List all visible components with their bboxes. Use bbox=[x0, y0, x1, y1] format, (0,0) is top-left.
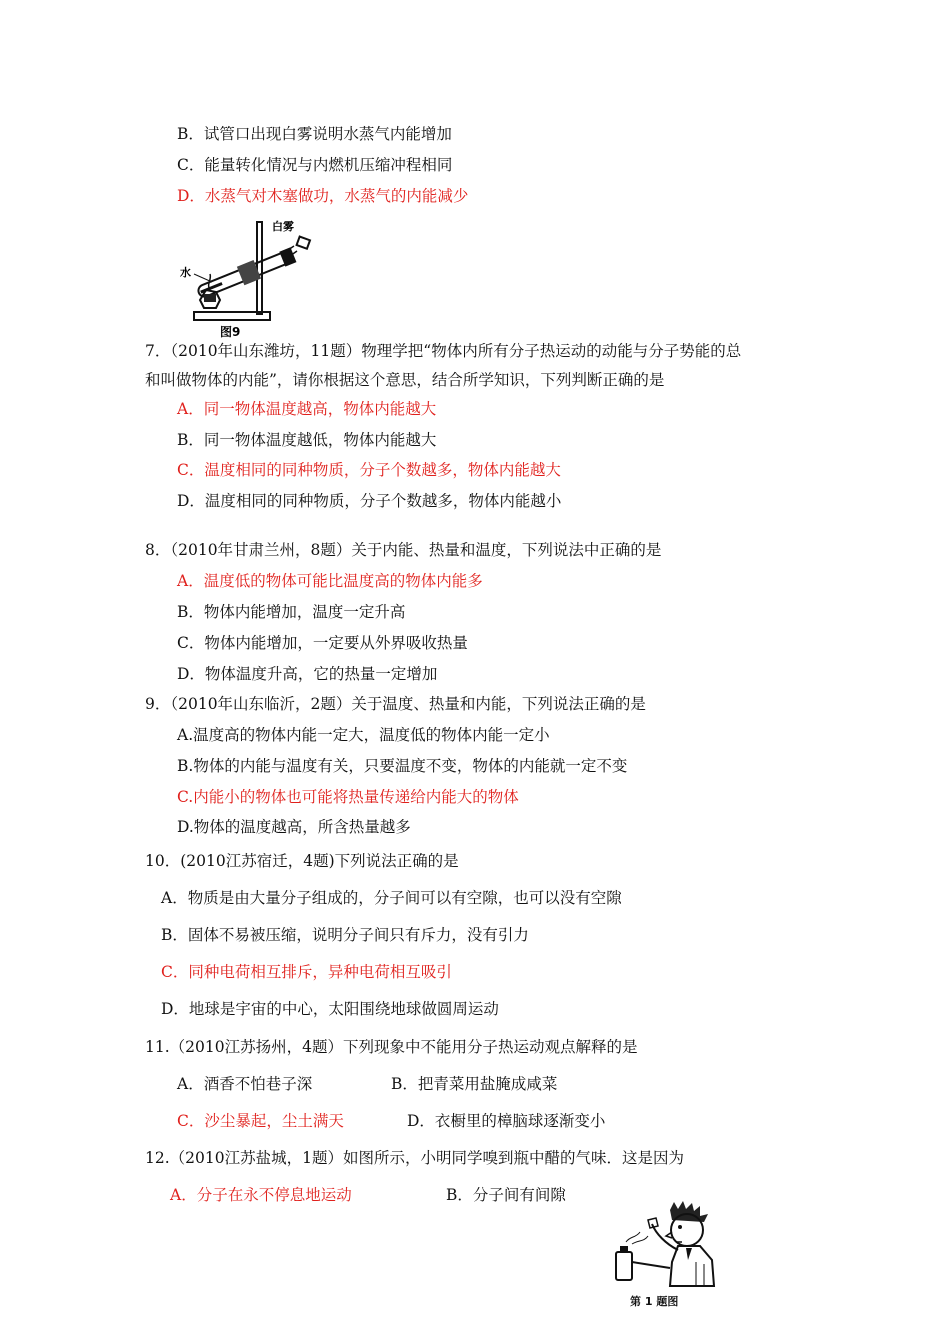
tie bbox=[686, 1248, 692, 1260]
q9-option-d: D.物体的温度越高，所含热量越多 bbox=[177, 818, 411, 836]
q8-option-b: B．物体内能增加，温度一定升高 bbox=[177, 603, 406, 621]
burner-wick bbox=[204, 294, 216, 302]
arm bbox=[652, 1224, 678, 1250]
q11-option-c-answer: C．沙尘暴起，尘土满天 bbox=[177, 1112, 344, 1130]
q10-option-a: A．物质是由大量分子组成的，分子间可以有空隙，也可以没有空隙 bbox=[161, 889, 622, 907]
hand bbox=[648, 1218, 658, 1228]
q8-option-c: C．物体内能增加，一定要从外界吸收热量 bbox=[177, 634, 468, 652]
q12-stem: 12.（2010江苏盐城，1题）如图所示，小明同学嗅到瓶中醋的气味．这是因为 bbox=[145, 1149, 684, 1167]
q6-option-b: B．试管口出现白雾说明水蒸气内能增加 bbox=[177, 125, 452, 143]
q9-option-c-answer: C.内能小的物体也可能将热量传递给内能大的物体 bbox=[177, 788, 519, 806]
bottle-neck bbox=[620, 1246, 628, 1252]
boy-smelling-bottle-figure bbox=[612, 1200, 722, 1290]
figure-caption: 图9 bbox=[220, 325, 241, 339]
q12-figure-caption: 第 1 题图 bbox=[630, 1295, 679, 1308]
q7-option-c-answer: C．温度相同的同种物质，分子个数越多，物体内能越大 bbox=[177, 461, 561, 479]
odor-lines bbox=[626, 1232, 648, 1244]
q6-option-c: C．能量转化情况与内燃机压缩冲程相同 bbox=[177, 156, 453, 174]
q8-option-a-answer: A．温度低的物体可能比温度高的物体内能多 bbox=[177, 572, 483, 590]
body bbox=[670, 1246, 714, 1286]
q7-option-a-answer: A．同一物体温度越高，物体内能越大 bbox=[177, 400, 437, 418]
water-pointer bbox=[194, 274, 212, 282]
q9-option-a: A.温度高的物体内能一定大，温度低的物体内能一定小 bbox=[177, 726, 550, 744]
test-tube-apparatus-figure bbox=[176, 216, 316, 340]
q12-option-a-answer: A．分子在永不停息地运动 bbox=[170, 1186, 352, 1204]
q11-option-d: D．衣橱里的樟脑球逐渐变小 bbox=[407, 1112, 606, 1130]
q7-stem-line2: 和叫做物体的内能”，请你根据这个意思，结合所学知识，下列判断正确的是 bbox=[145, 371, 665, 389]
q11-option-a: A．酒香不怕巷子深 bbox=[177, 1075, 313, 1093]
q12-option-b: B．分子间有间隙 bbox=[446, 1186, 566, 1204]
q7-option-b: B．同一物体温度越低，物体内能越大 bbox=[177, 431, 437, 449]
cork bbox=[297, 237, 310, 249]
other-arm bbox=[632, 1262, 670, 1268]
q8-option-d: D．物体温度升高，它的热量一定增加 bbox=[177, 665, 438, 683]
bottle bbox=[616, 1252, 632, 1280]
label-water: 水 bbox=[180, 266, 191, 279]
shirt-lines bbox=[696, 1262, 704, 1286]
q10-option-c-answer: C．同种电荷相互排斥，异种电荷相互吸引 bbox=[161, 963, 452, 981]
label-fog: 白雾 bbox=[272, 220, 294, 233]
q11-stem: 11.（2010江苏扬州，4题）下列现象中不能用分子热运动观点解释的是 bbox=[145, 1038, 638, 1056]
stand-pole bbox=[257, 222, 262, 314]
q9-stem: 9．（2010年山东临沂，2题）关于温度、热量和内能，下列说法正确的是 bbox=[145, 695, 646, 713]
q10-option-b: B．固体不易被压缩，说明分子间只有斥力，没有引力 bbox=[161, 926, 529, 944]
stopper bbox=[279, 247, 296, 266]
q6-option-d-answer: D．水蒸气对木塞做功，水蒸气的内能减少 bbox=[177, 187, 469, 205]
q8-stem: 8．（2010年甘肃兰州，8题）关于内能、热量和温度，下列说法中正确的是 bbox=[145, 541, 662, 559]
q10-option-d: D．地球是宇宙的中心，太阳围绕地球做圆周运动 bbox=[161, 1000, 499, 1018]
q10-stem: 10．(2010江苏宿迁，4题)下列说法正确的是 bbox=[145, 852, 459, 870]
q7-option-d: D．温度相同的同种物质，分子个数越多，物体内能越小 bbox=[177, 492, 562, 510]
eye bbox=[678, 1225, 682, 1229]
q7-stem-line1: 7．（2010年山东潍坊，11题）物理学把“物体内所有分子热运动的动能与分子势能的总 bbox=[145, 342, 742, 360]
q11-option-b: B．把青菜用盐腌成咸菜 bbox=[391, 1075, 558, 1093]
q9-option-b: B.物体的内能与温度有关，只要温度不变，物体的内能就一定不变 bbox=[177, 757, 628, 775]
